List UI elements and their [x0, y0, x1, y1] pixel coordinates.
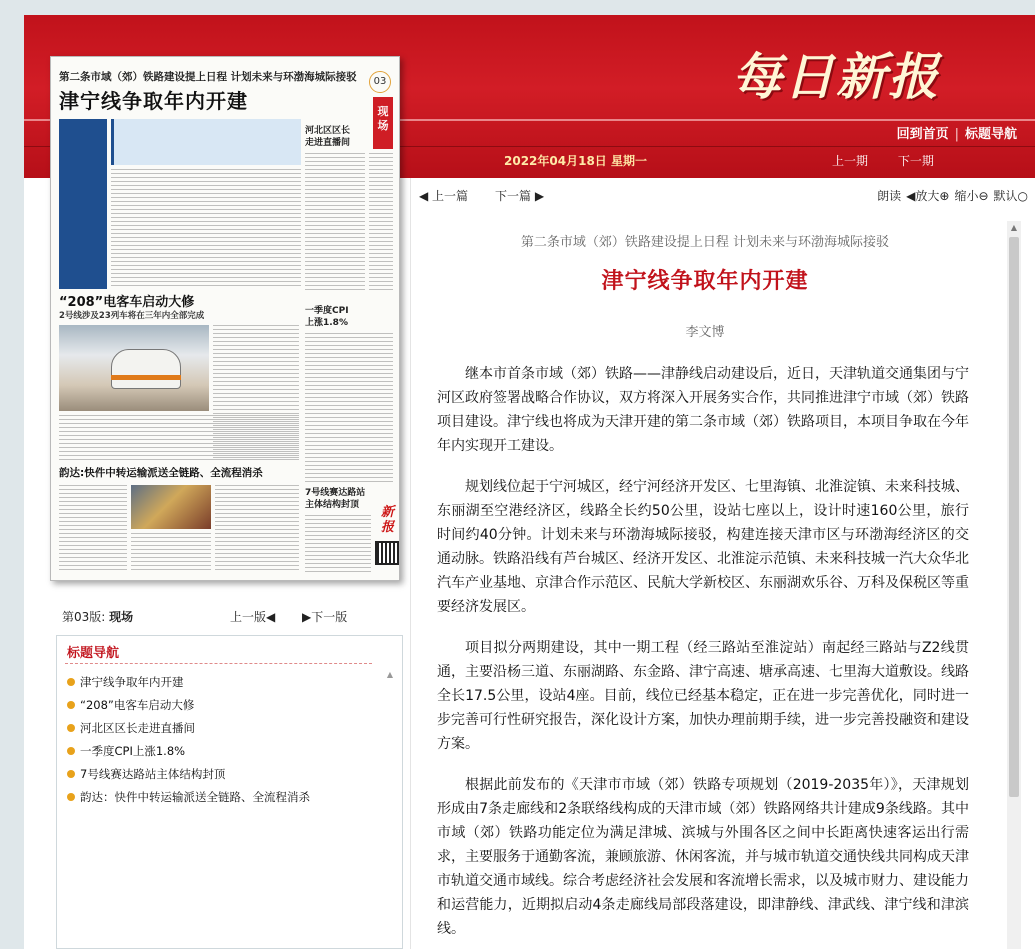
prev-article-link[interactable]: ◀ 上一篇 — [419, 189, 469, 203]
paper-text-block — [59, 485, 127, 573]
top-links: 回到首页 | 标题导航 — [896, 127, 1017, 142]
zoom-out-button[interactable]: 缩小⊖ — [954, 189, 989, 203]
article-kicker: 第二条市域（郊）铁路建设提上日程 计划未来与环渤海城际接驳 — [520, 235, 890, 250]
article-title: 津宁线争取年内开建 — [601, 269, 809, 294]
logistics-photo — [131, 485, 211, 529]
next-article-link[interactable]: 下一篇 ▶ — [495, 189, 545, 203]
paper-lead-box — [111, 119, 301, 165]
title-navigation-panel — [56, 635, 403, 949]
issue-nav — [832, 152, 960, 169]
home-link[interactable]: 回到首页 — [896, 127, 949, 142]
next-edition-link[interactable]: ▶下一版 — [302, 610, 348, 624]
title-nav-item[interactable]: 7号线赛达路站主体结构封顶 — [67, 762, 310, 785]
article-scrollbar[interactable] — [1007, 221, 1021, 949]
title-nav-item[interactable]: “208”电客车启动大修 — [67, 693, 310, 716]
edition-name: 现场 — [109, 610, 134, 624]
scroll-up-icon[interactable]: ▲ — [1010, 223, 1018, 232]
paper-text-block — [305, 515, 371, 573]
paper-page-number: 03 — [369, 71, 391, 93]
paper-sub-headline-2b: 2号线涉及23列车将在三年内全部完成 — [59, 311, 205, 321]
title-nav-item[interactable]: 河北区区长走进直播间 — [67, 716, 310, 739]
qr-code-icon — [375, 541, 399, 565]
paper-text-block — [215, 485, 299, 573]
paper-kicker[interactable]: 第二条市域（郊）铁路建设提上日程 计划未来与环渤海城际接驳 — [59, 71, 357, 83]
bullet-icon — [67, 678, 75, 686]
title-nav-heading: 标题导航 — [67, 646, 120, 661]
bullet-icon — [67, 770, 75, 778]
train-shape — [111, 349, 181, 389]
paper-sub-headline-3[interactable]: 韵达:快件中转运输派送全链路、全流程消杀 — [59, 467, 263, 479]
paper-text-block — [305, 333, 393, 483]
article-paragraph: 继本市首条市域（郊）铁路——津静线启动建设后，近日，天津轨道交通集团与宁河区政府签署战略合作协议，双方将深入开展务实合作，共同推进津宁市域（郊）铁路项目建设。津宁线也将成为天津开建的第二条市域（郊）铁路项目，本项目争取在今年年内实现开工建设。 — [437, 366, 969, 454]
bullet-icon — [67, 747, 75, 755]
zoom-in-button[interactable]: ◀放大⊕ — [906, 189, 950, 203]
scroll-up-icon[interactable]: ▲ — [386, 670, 394, 679]
edition-label: 第03版: 现场 — [62, 610, 134, 624]
newspaper-seal: 新 报 — [381, 505, 395, 535]
title-nav-item[interactable]: 津宁线争取年内开建 — [67, 670, 310, 693]
article-paragraph: 根据此前发布的《天津市市域（郊）铁路专项规划（2019-2035年）》，天津规划形成由7条走廊线和2条联络线构成的天津市域（郊）铁路网络共计建成9条线路。其中市域（郊）铁路功能定位为满足津城、滨城与外围各区之间中长距离快速客运出行需求，主要服务于通勤客流，兼顾旅游、休闲客流，并与城市轨道交通快线共同构成天津市轨道交通市域线。综合考虑经济社会发展和客流增长需求，以及城市财力、建设能力和运营能力，近期拟启动4条走廊线局部段落建设，即津静线、津武线、津宁线和津滨线。 — [437, 777, 969, 937]
paper-side-headline-1[interactable]: 河北区区长 走进直播间 — [305, 126, 351, 148]
paper-text-block — [59, 415, 299, 461]
article-paragraph: 项目拟分两期建设，其中一期工程（经三路站至淮淀站）南起经三路站与Z2线贯通，主要沿杨三道、东丽湖路、东金路、津宁高速、塘承高速、七里海大道敷设。线路全长17.5公里，设站4座。目前，线位已经基本稳定，正在进一步完善优化，同时进一步完善可行性研究报告，深化设计方案，加快办理前期手续，进一步完善投融资和建设方案。 — [437, 640, 969, 752]
train-stripe — [111, 375, 181, 380]
article-paragraph: 规划线位起于宁河城区，经宁河经济开发区、七里海镇、北淮淀镇、未来科技城、东丽湖至空港经济区，线路全长约50公里，设站七座以上，设计时速160公里，旅行时间约40分钟。计划未来与环渤海城际接驳，构建连接天津市区与环渤海经济区的交通动脉。铁路沿线有芦台城区、经济开发区、北淮淀示范镇、未来科技城一汽大众华北汽车产业基地、京津合作示范区、民航大学新校区、东丽湖欢乐谷、万科及保税区等重要经济发展区。 — [437, 479, 969, 615]
issue-date: 2022年04月18日 星期一 — [504, 154, 647, 168]
bullet-icon — [67, 701, 75, 709]
paper-side-headline-3[interactable]: 7号线赛达路站 主体结构封顶 — [305, 488, 366, 510]
newspaper-page-thumbnail[interactable] — [50, 56, 400, 581]
bullet-icon — [67, 724, 75, 732]
reading-tools — [872, 187, 1028, 204]
paper-text-block — [305, 153, 365, 293]
article-panel — [410, 178, 1035, 949]
title-nav-item[interactable]: 韵达：快件中转运输派送全链路、全流程消杀 — [67, 785, 310, 808]
article-body — [411, 211, 999, 949]
title-nav-link[interactable]: 标题导航 — [964, 127, 1017, 142]
paper-sub-headline-2[interactable]: “208”电客车启动大修 — [59, 295, 195, 310]
title-nav-item[interactable]: 一季度CPI上涨1.8% — [67, 739, 310, 762]
prev-issue-link[interactable]: 上一期 — [832, 154, 869, 168]
bullet-icon — [67, 793, 75, 801]
paper-headline[interactable]: 津宁线争取年内开建 — [59, 89, 248, 113]
newspaper-logo[interactable]: 每日新报 — [732, 47, 940, 106]
paper-text-block — [369, 153, 393, 293]
article-toolbar — [411, 178, 1035, 211]
train-photo — [59, 325, 209, 411]
section-tab: 现场 — [373, 97, 393, 149]
title-nav-scrollbar[interactable] — [384, 670, 396, 940]
title-nav-divider — [65, 663, 372, 664]
title-nav-list — [67, 670, 310, 808]
scrollbar-thumb[interactable] — [1009, 237, 1019, 797]
read-aloud-button[interactable]: 朗读 — [877, 189, 902, 203]
paper-side-headline-2[interactable]: 一季度CPI 上涨1.8% — [305, 306, 349, 328]
article-text — [437, 362, 969, 941]
article-author: 李文博 — [685, 325, 725, 340]
prev-edition-link[interactable]: 上一版◀ — [230, 610, 276, 624]
paper-text-block — [131, 533, 211, 573]
page — [24, 15, 1035, 949]
paper-text-block — [111, 169, 301, 289]
next-issue-link[interactable]: 下一期 — [897, 154, 934, 168]
paper-blue-column — [59, 119, 107, 289]
default-size-button[interactable]: 默认○ — [993, 189, 1028, 203]
